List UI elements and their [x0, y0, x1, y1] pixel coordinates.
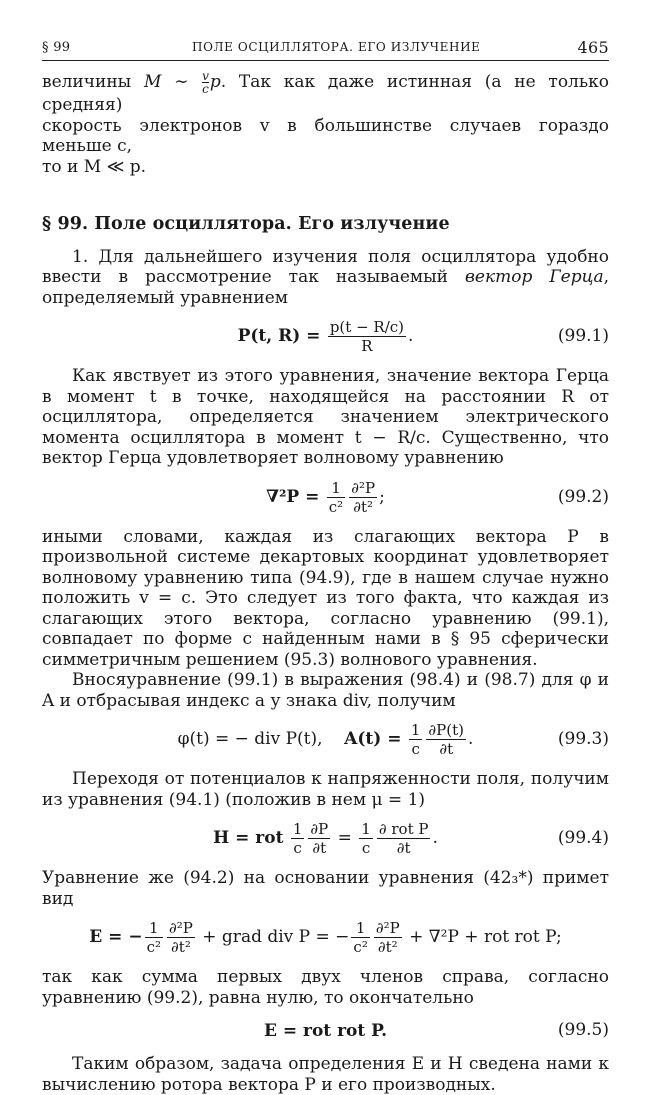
page-number: 465 — [577, 38, 609, 57]
paragraph-equation-transform: Уравнение же (94.2) на основании уравнения (42₃*) примет вид — [42, 868, 609, 909]
page-body — [42, 70, 609, 1095]
paragraph-wave-equation: Как явствует из этого уравнения, значение вектора Герца в момент t в точке, находящейся на расстоянии R от осциллятора, определяется значением электрического момента осциллятора в момент t − R/c. Существенно, что вектор Герца удовлетворяет волновому уравнению — [42, 366, 609, 468]
equation-label: (99.4) — [557, 828, 609, 848]
v-over-c-fraction: $\frac{v}{c}$ — [202, 69, 209, 96]
equation-99-1: P(t, R) = $\frac{p(t - R/c)}{R}$ . (99.1) — [42, 314, 609, 358]
running-header — [42, 38, 609, 60]
paragraph-field-strength: Переходя от потенциалов к напряженности поля, получим из уравнения (94.1) (положив в нем μ = 1) — [42, 769, 609, 810]
paragraph-conclusion: Таким образом, задача определения E и H сведена нами к вычислению ротора вектора P и его производных. — [42, 1054, 609, 1095]
paragraph-components: иными словами, каждая из слагающих вектора P в произвольной системе декартовых координат удовлетворяет волновому уравнению типа (94.9), где в нашем случае нужно положить v = c. Это следует из того факта, что каждая из слагающих этого вектора, согласно уравнению (99.1), совпадает по форме с найденным нами в § 95 сферически симметричным решением (95.3) волнового уравнения. — [42, 526, 609, 670]
equation-label: (99.5) — [557, 1020, 609, 1040]
term-hertz-vector: вектор Герца — [465, 267, 604, 287]
intro-line-1: величины M ∼ $\frac{v}{c}$ p. Так как даже истинная (а не только средняя) — [42, 69, 609, 115]
intro-line-2: скорость электронов v в большинстве случаев гораздо меньше c, — [42, 115, 609, 156]
paragraph-substitution: Вносяуравнение (99.1) в выражения (98.4) и (98.7) для φ и A и отбрасывая индекс a у знака div, получим — [42, 670, 609, 711]
equation-e-expansion: E = − $\frac{1}{\text{c²}}$ $\frac{\text{∂²P}}{\text{∂t²}}$ + grad div P = − $\frac{1}{\text{c²}}$ $\frac{\text{∂²P}}{\text{∂t²}}$ + ∇²P + rot rot P; — [89, 919, 562, 956]
equation-label: (99.3) — [557, 729, 609, 749]
section-title: § 99. Поле осциллятора. Его излучение — [42, 214, 450, 234]
equation-label: (99.1) — [557, 326, 609, 346]
paragraph-hertz-vector: 1. Для дальнейшего изучения поля осциллятора удобно ввести в рассмотрение так называемый вектор Герца, определяемый уравнением — [42, 246, 610, 308]
equation-99-5: E = rot rot P. (99.5) — [42, 1014, 609, 1046]
intro-line-3: то и M ≪ p. — [42, 156, 147, 177]
equation-label: (99.2) — [557, 486, 609, 507]
paragraph-sum-zero: так как сумма первых двух членов справа, согласно уравнению (99.2), равна нулю, то окончательно — [42, 967, 609, 1008]
equation-99-3: φ(t) = − div P(t), A(t) = $\frac{1}{c}$ $\frac{\partial P(t)}{\partial t}$ . (99.3) — [42, 717, 609, 761]
header-running-title: ПОЛЕ ОСЦИЛЛЯТОРА. ЕГО ИЗЛУЧЕНИЕ — [192, 40, 481, 54]
header-rule — [42, 60, 609, 61]
equation-99-2: ∇²P = $\frac{1}{\text{c²}}$ $\frac{\text{∂²P}}{\text{∂t²}}$ ; (99.2) — [42, 475, 609, 519]
equation-99-4: H = rot $\frac{1}{c}$ $\frac{\partial P}{\partial t}$ = $\frac{1}{c}$ $\frac{\text{∂ rot P}}{\partial t}$ . (99.4) — [42, 816, 609, 860]
header-section-number: § 99 — [42, 40, 71, 55]
